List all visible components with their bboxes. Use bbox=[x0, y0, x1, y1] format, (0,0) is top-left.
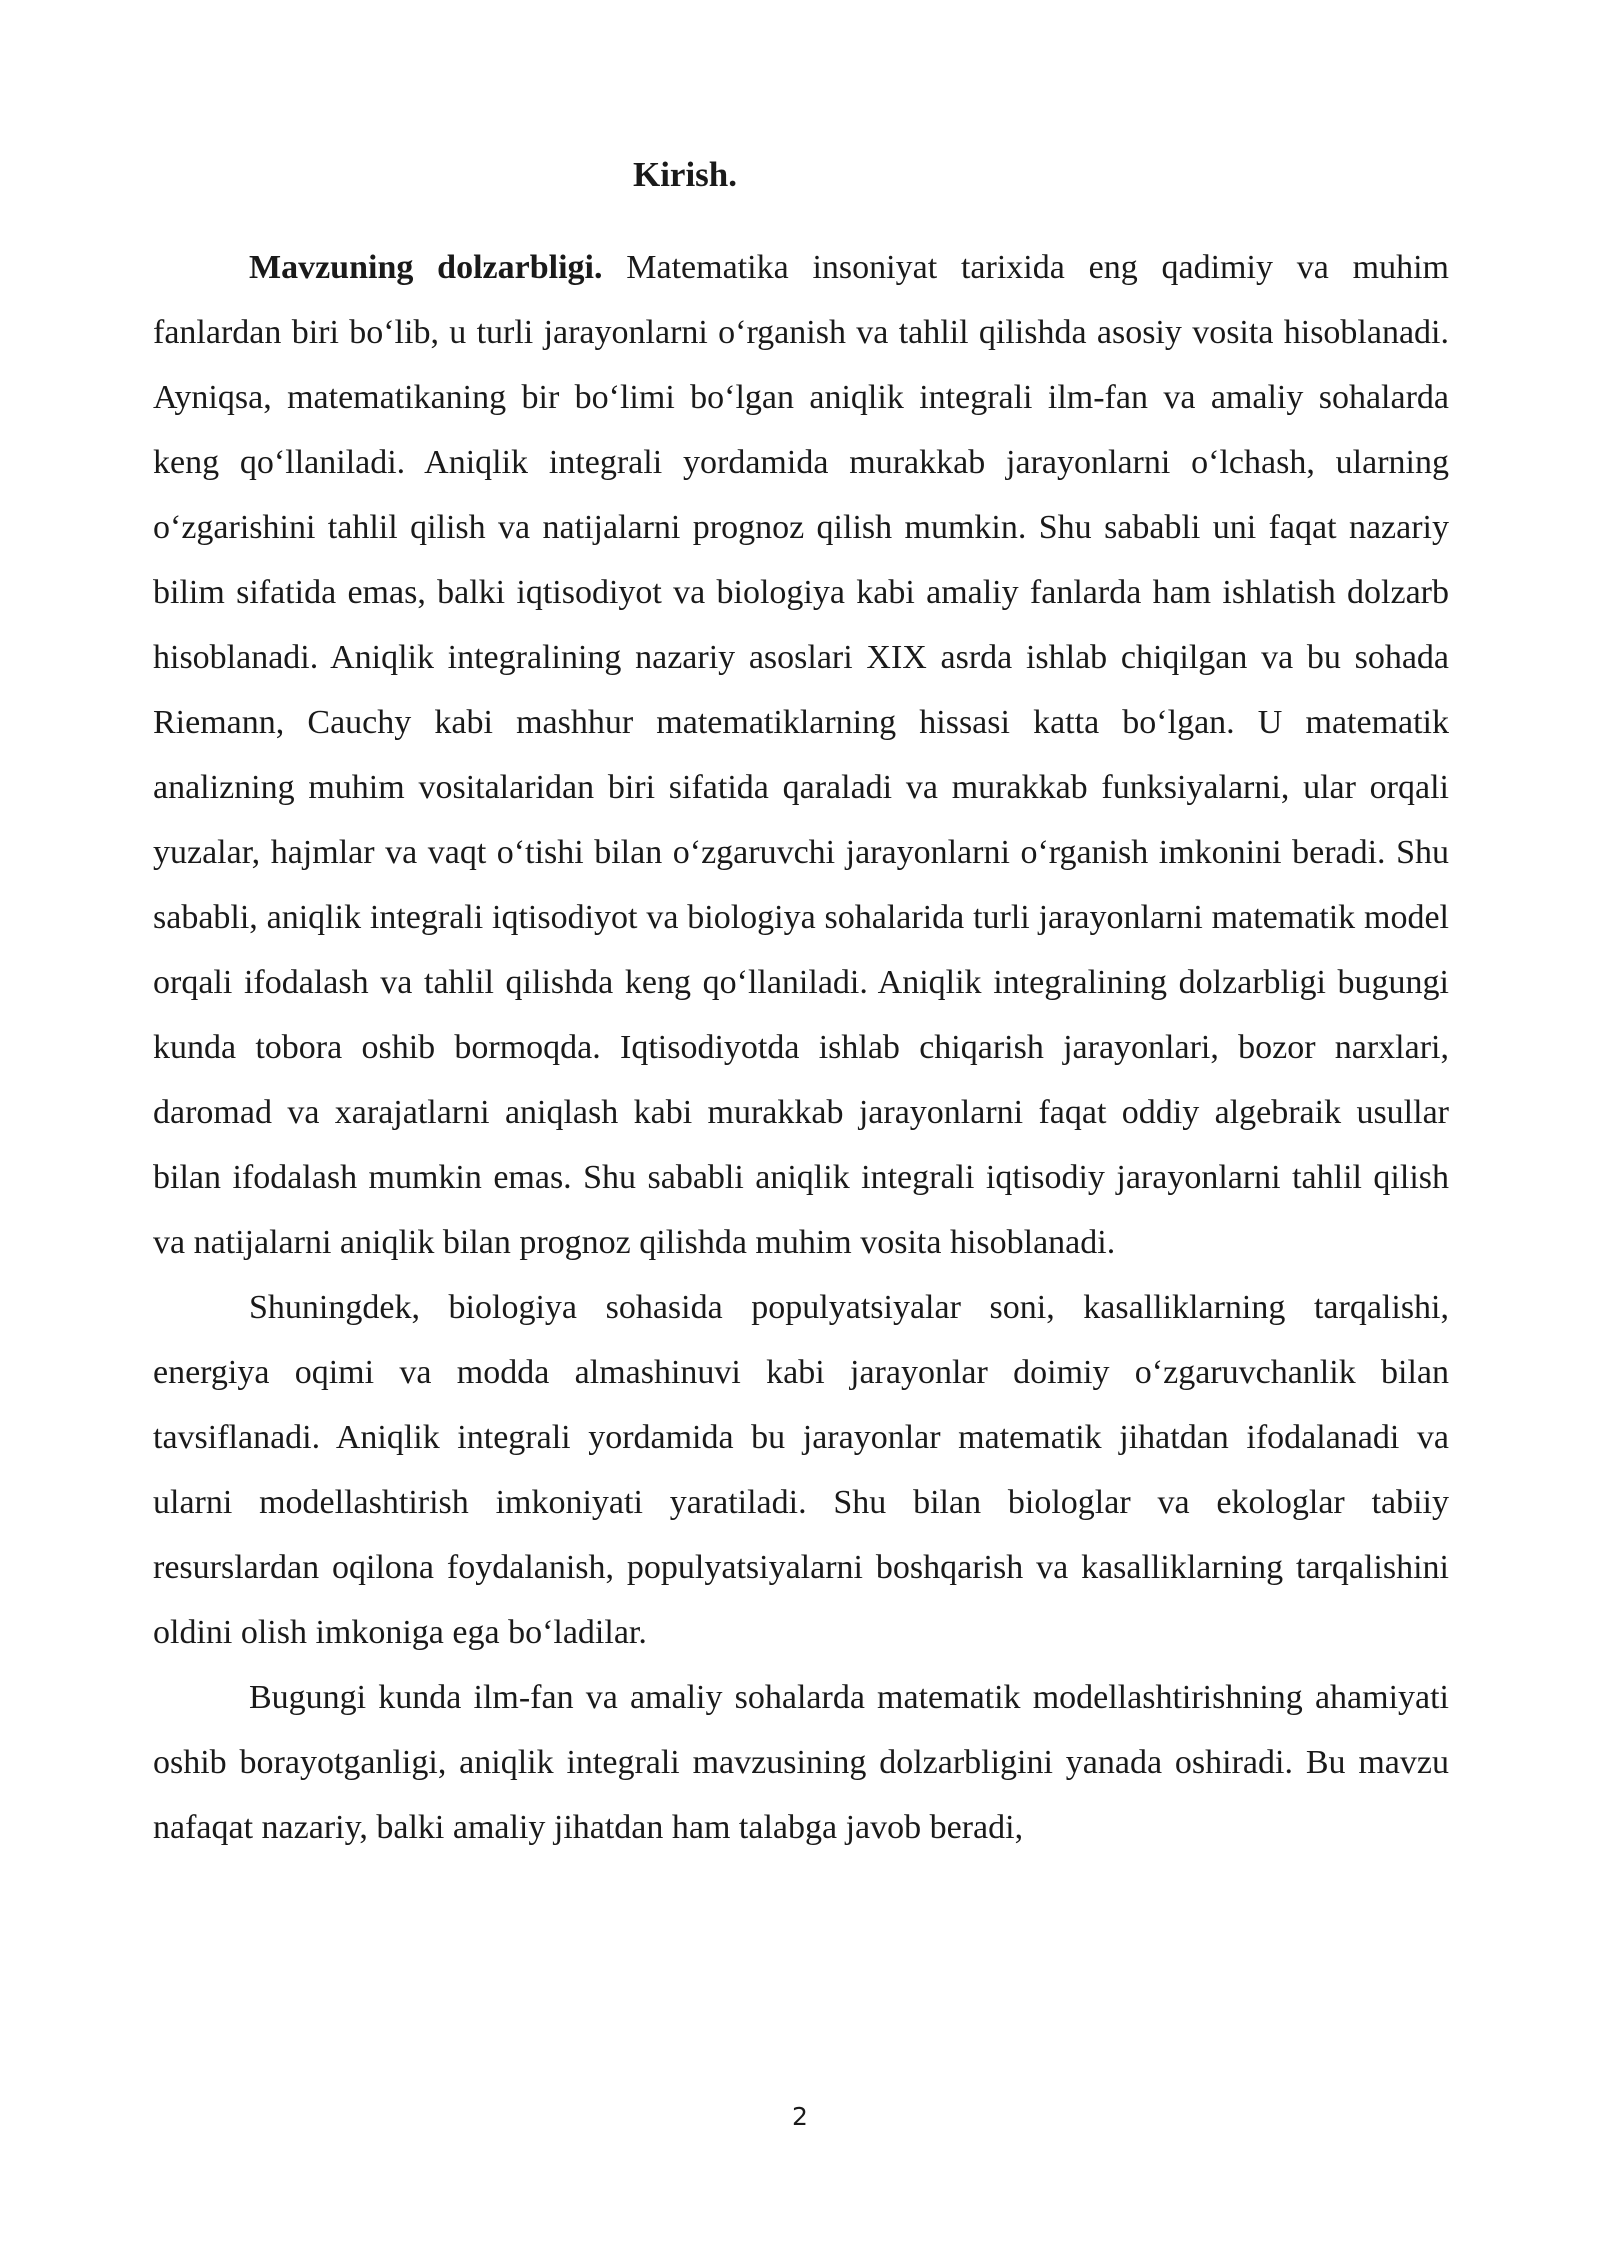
paragraph-text: Shuningdek, biologiya sohasida populyatsiyalar soni, kasalliklarning tarqalishi, energiya oqimi va modda almashinuvi kabi jarayonlar doimiy o‘zgaruvchanlik bilan tavsiflanadi. Aniqlik integrali yordamida bu jarayonlar matematik jihatdan ifodalanadi va ularni modellashtirish imkoniyati yaratiladi. Shu bilan biologlar va ekologlar tabiiy resurslardan oqilona foydalanish, populyatsiyalarni boshqarish va kasalliklarning tarqalishini oldini olish imkoniga ega bo‘ladilar. bbox=[153, 1289, 1449, 1651]
paragraph-text: Bugungi kunda ilm-fan va amaliy sohalarda matematik modellashtirishning ahamiyati oshib borayotganligi, aniqlik integrali mavzusining dolzarbligini yanada oshiradi. Bu mavzu nafaqat nazariy, balki amaliy jihatdan ham talabga javob beradi, bbox=[153, 1679, 1449, 1846]
page-number: 2 bbox=[792, 2102, 808, 2131]
paragraph-lead: Mavzuning dolzarbligi. bbox=[249, 249, 603, 286]
paragraph-text: Matematika insoniyat tarixida eng qadimiy va muhim fanlardan biri bo‘lib, u turli jarayonlarni o‘rganish va tahlil qilishda asosiy vosita hisoblanadi. Ayniqsa, matematikaning bir bo‘limi bo‘lgan aniqlik integrali ilm-fan va amaliy sohalarda keng qo‘llaniladi. Aniqlik integrali yordamida murakkab jarayonlarni o‘lchash, ularning o‘zgarishini tahlil qilish va natijalarni prognoz qilish mumkin. Shu sababli uni faqat nazariy bilim sifatida emas, balki iqtisodiyot va biologiya kabi amaliy fanlarda ham ishlatish dolzarb hisoblanadi. Aniqlik integralining nazariy asoslari XIX asrda ishlab chiqilgan va bu sohada Riemann, Cauchy kabi mashhur matematiklarning hissasi katta bo‘lgan. U matematik analizning muhim vositalaridan biri sifatida qaraladi va murakkab funksiyalarni, ular orqali yuzalar, hajmlar va vaqt o‘tishi bilan o‘zgaruvchi jarayonlarni o‘rganish imkonini beradi. Shu sababli, aniqlik integrali iqtisodiyot va biologiya sohalarida turli jarayonlarni matematik model orqali ifodalash va tahlil qilishda keng qo‘llaniladi. Aniqlik integralining dolzarbligi bugungi kunda tobora oshib bormoqda. Iqtisodiyotda ishlab chiqarish jarayonlari, bozor narxlari, daromad va xarajatlarni aniqlash kabi murakkab jarayonlarni faqat oddiy algebraik usullar bilan ifodalash mumkin emas. Shu sababli aniqlik integrali iqtisodiy jarayonlarni tahlil qilish va natijalarni aniqlik bilan prognoz qilishda muhim vosita hisoblanadi. bbox=[153, 249, 1450, 1261]
paragraph-modeling bbox=[153, 1665, 1449, 1860]
paragraph-relevance bbox=[153, 235, 1449, 1275]
section-heading: Kirish. bbox=[632, 155, 738, 194]
body-text bbox=[153, 235, 1449, 1860]
paragraph-biology bbox=[153, 1275, 1449, 1665]
